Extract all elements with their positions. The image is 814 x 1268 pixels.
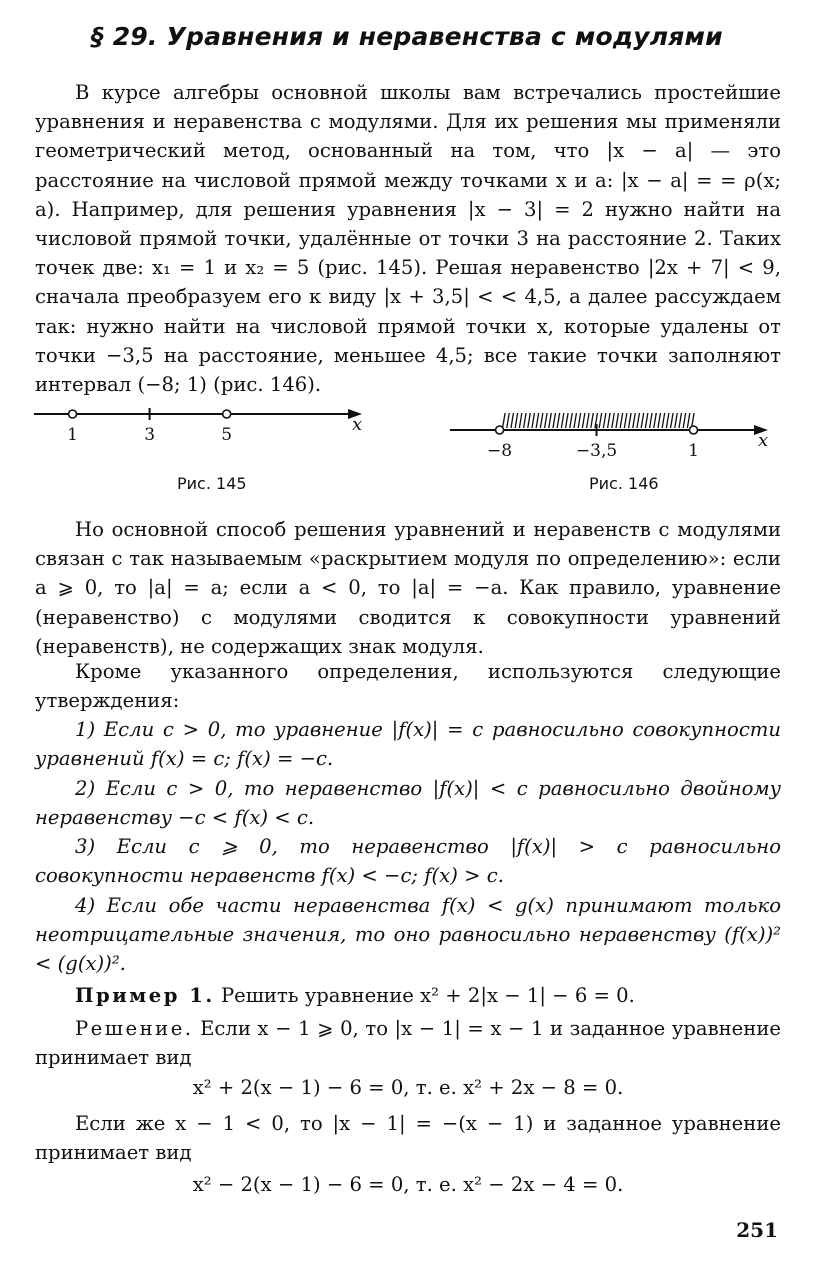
formula-1: x² + 2(x − 1) − 6 = 0, т. е. x² + 2x − 8 = 0. (192, 1076, 624, 1099)
hatch-stroke (511, 413, 514, 428)
hatch-stroke (524, 413, 527, 428)
solution-paragraph-2: Если же x − 1 < 0, то |x − 1| = −(x − 1) и заданное уравнение принимает вид (35, 1112, 781, 1165)
hatch-stroke (557, 413, 560, 428)
shaded-interval (503, 413, 694, 428)
hatch-stroke (645, 413, 648, 428)
body-paragraph-1: Но основной способ решения уравнений и неравенств с модулями связан с так называемым «раскрытием модуля по определению»: если a ⩾ 0, то |a| = a; если a < 0, то |a| = −a. Как правило, уравнение (неравенство) с модулями сводится к совокупности уравнений (неравенств), не содержащих знак модуля. (35, 518, 781, 658)
hatch-stroke (549, 413, 552, 428)
statement-3: 3) Если c ⩾ 0, то неравенство |f(x)| > c равносильно совокупности неравенств f(x) < −c; f(x) > c. (35, 835, 781, 888)
solution-label: Решение. (75, 1017, 194, 1040)
hatch-stroke (553, 413, 556, 428)
hatch-stroke (561, 413, 564, 428)
figure-146-number-line (450, 400, 780, 460)
hatch-stroke (637, 413, 640, 428)
hatch-stroke (683, 413, 686, 428)
hatch-stroke (633, 413, 636, 428)
hatch-stroke (566, 413, 569, 428)
hatch-stroke (620, 413, 623, 428)
hatch-stroke (582, 413, 585, 428)
hatch-stroke (616, 413, 619, 428)
tick-label: 1 (67, 425, 78, 445)
hatch-stroke (603, 413, 606, 428)
hatch-stroke (574, 413, 577, 428)
hatch-stroke (666, 413, 669, 428)
open-point (69, 410, 77, 418)
figure-146-caption: Рис. 146 (589, 474, 659, 493)
figure-145-caption: Рис. 145 (177, 474, 247, 493)
axis-name: x (352, 414, 363, 435)
hatch-stroke (591, 413, 594, 428)
tick-label: 5 (221, 425, 233, 445)
hatch-stroke (671, 413, 674, 428)
hatch-stroke (624, 413, 627, 428)
open-point (690, 426, 698, 434)
statement-2: 2) Если c > 0, то неравенство |f(x)| < c равносильно двойному неравенству −c < f(x) < c. (35, 777, 781, 830)
hatch-stroke (587, 413, 590, 428)
hatch-stroke (578, 413, 581, 428)
hatch-stroke (536, 413, 539, 428)
hatch-stroke (650, 413, 653, 428)
hatch-stroke (532, 413, 535, 428)
statement-4: 4) Если обе части неравенства f(x) < g(x) принимают только неотрицательные значения, то оно равносильно неравенству (f(x))² < (g(x))². (35, 894, 781, 976)
hatch-stroke (570, 413, 573, 428)
solution-text-1: Если x − 1 ⩾ 0, то |x − 1| = x − 1 и заданное уравнение принимает вид (35, 1017, 781, 1070)
hatch-stroke (507, 413, 510, 428)
hatch-stroke (629, 413, 632, 428)
hatch-stroke (528, 413, 531, 428)
open-point (496, 426, 504, 434)
axis-name: x (758, 430, 769, 451)
hatch-stroke (608, 413, 611, 428)
tick-label: 1 (688, 441, 699, 461)
hatch-stroke (675, 413, 678, 428)
page-number: 251 (736, 1218, 778, 1242)
tick-label: −3,5 (575, 441, 618, 461)
example-heading: Пример 1. (75, 984, 215, 1007)
hatch-stroke (658, 413, 661, 428)
section-title: § 29. Уравнения и неравенства с модулями (91, 22, 723, 51)
hatch-stroke (540, 413, 543, 428)
tick-label: −8 (487, 441, 513, 461)
example-statement: Решить уравнение x² + 2|x − 1| − 6 = 0. (220, 984, 635, 1007)
intro-paragraph: В курсе алгебры основной школы вам встречались простейшие уравнения и неравенства с модулями. Для их решения мы применяли геометрический метод, основанный на том, что |x − a| — это расстояние на числовой прямой между точками x и a: |x − a| = = ρ(x; a). Например, для решения уравнения |x − 3| = 2 нужно найти на числовой прямой точки, удалённые от точки 3 на расстояние 2. Таких точек две: x₁ = 1 и x₂ = 5 (рис. 145). Решая неравенство |2x + 7| < 9, сначала преобразуем его к виду |x + 3,5| < < 4,5, а далее рассуждаем так: нужно найти на числовой прямой точки x, которые удалены от точки −3,5 на расстояние, меньшее 4,5; все такие точки заполняют интервал (−8; 1) (рис. 146). (35, 81, 781, 397)
hatch-stroke (599, 413, 602, 428)
hatch-stroke (515, 413, 518, 428)
solution-paragraph-1 (35, 1014, 781, 1072)
example-1 (35, 981, 781, 1010)
hatch-stroke (545, 413, 548, 428)
hatch-stroke (641, 413, 644, 428)
tick-label: 3 (144, 425, 156, 445)
hatch-stroke (519, 413, 522, 428)
hatch-stroke (687, 413, 690, 428)
figure-145-number-line (34, 400, 364, 450)
hatch-stroke (654, 413, 657, 428)
formula-2: x² − 2(x − 1) − 6 = 0, т. е. x² − 2x − 4 = 0. (192, 1173, 624, 1196)
hatch-stroke (503, 413, 506, 428)
statement-1: 1) Если c > 0, то уравнение |f(x)| = c равносильно совокупности уравнений f(x) = c; f(x) = −c. (35, 718, 781, 771)
open-point (223, 410, 231, 418)
body-paragraph-2: Кроме указанного определения, используются следующие утверждения: (35, 660, 781, 713)
hatch-stroke (662, 413, 665, 428)
hatch-stroke (679, 413, 682, 428)
hatch-stroke (612, 413, 615, 428)
